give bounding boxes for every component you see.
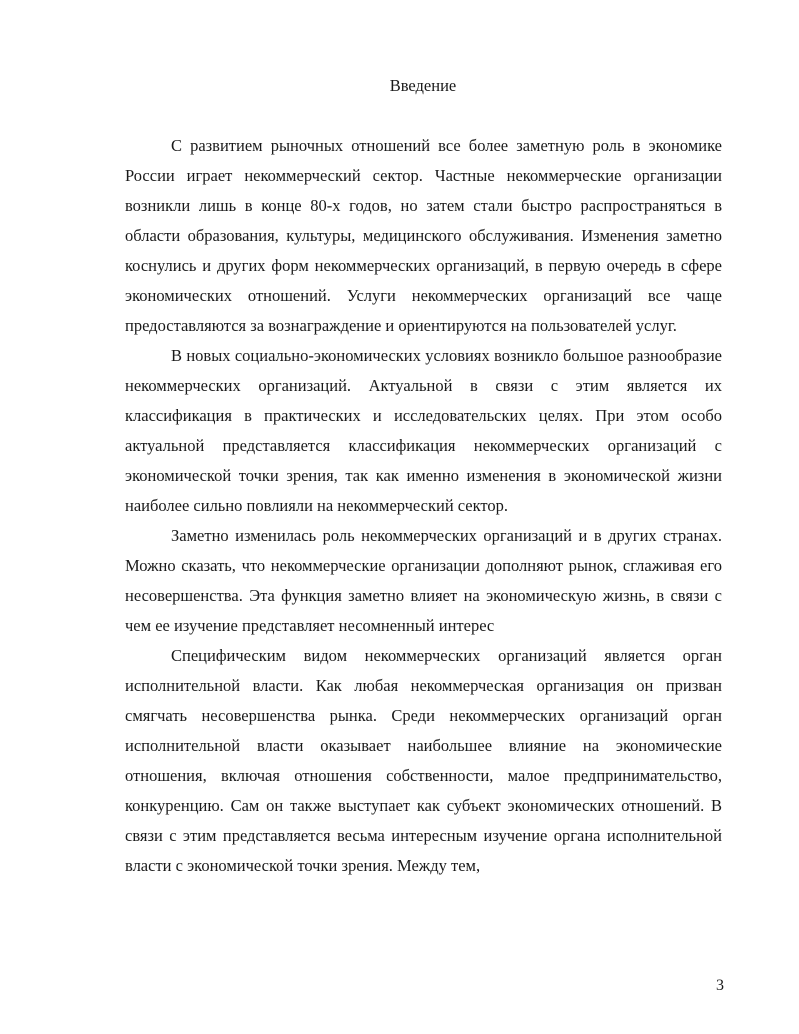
- paragraph-1: С развитием рыночных отношений все более заметную роль в экономике России играет некоммерческий сектор. Частные некоммерческие организации возникли лишь в конце 80-х годов, но затем стали быстро распространяться в области образования, культуры, медицинского обслуживания. Изменения заметно коснулись и других форм некоммерческих организаций, в первую очередь в сфере экономических отношений. Услуги некоммерческих организаций все чаще предоставляются за вознаграждение и ориентируются на пользователей услуг.: [125, 136, 722, 335]
- paragraph-2: В новых социально-экономических условиях возникло большое разнообразие некоммерческих организаций. Актуальной в связи с этим является их классификация в практических и исследовательских целях. При этом особо актуальной представляется классификация некоммерческих организаций с экономической точки зрения, так как именно изменения в экономической жизни наиболее сильно повлияли на некоммерческий сектор.: [125, 346, 722, 515]
- paragraph-4: Специфическим видом некоммерческих организаций является орган исполнительной власти. Как любая некоммерческая организация он призван смягчать несовершенства рынка. Среди некоммерческих организаций орган исполнительной власти оказывает наибольшее влияние на экономические отношения, включая отношения собственности, малое предпринимательство, конкуренцию. Сам он также выступает как субъект экономических отношений. В связи с этим представляется весьма интересным изучение органа исполнительной власти с экономической точки зрения. Между тем,: [125, 646, 722, 875]
- page-number: 3: [716, 977, 724, 994]
- paragraph-3: Заметно изменилась роль некоммерческих организаций и в других странах. Можно сказать, что некоммерческие организации дополняют рынок, сглаживая его несовершенства. Эта функция заметно влияет на экономическую жизнь, в связи с чем ее изучение представляет несомненный интерес: [125, 526, 722, 635]
- page-title: Введение: [389, 76, 457, 95]
- body-text: [125, 131, 722, 881]
